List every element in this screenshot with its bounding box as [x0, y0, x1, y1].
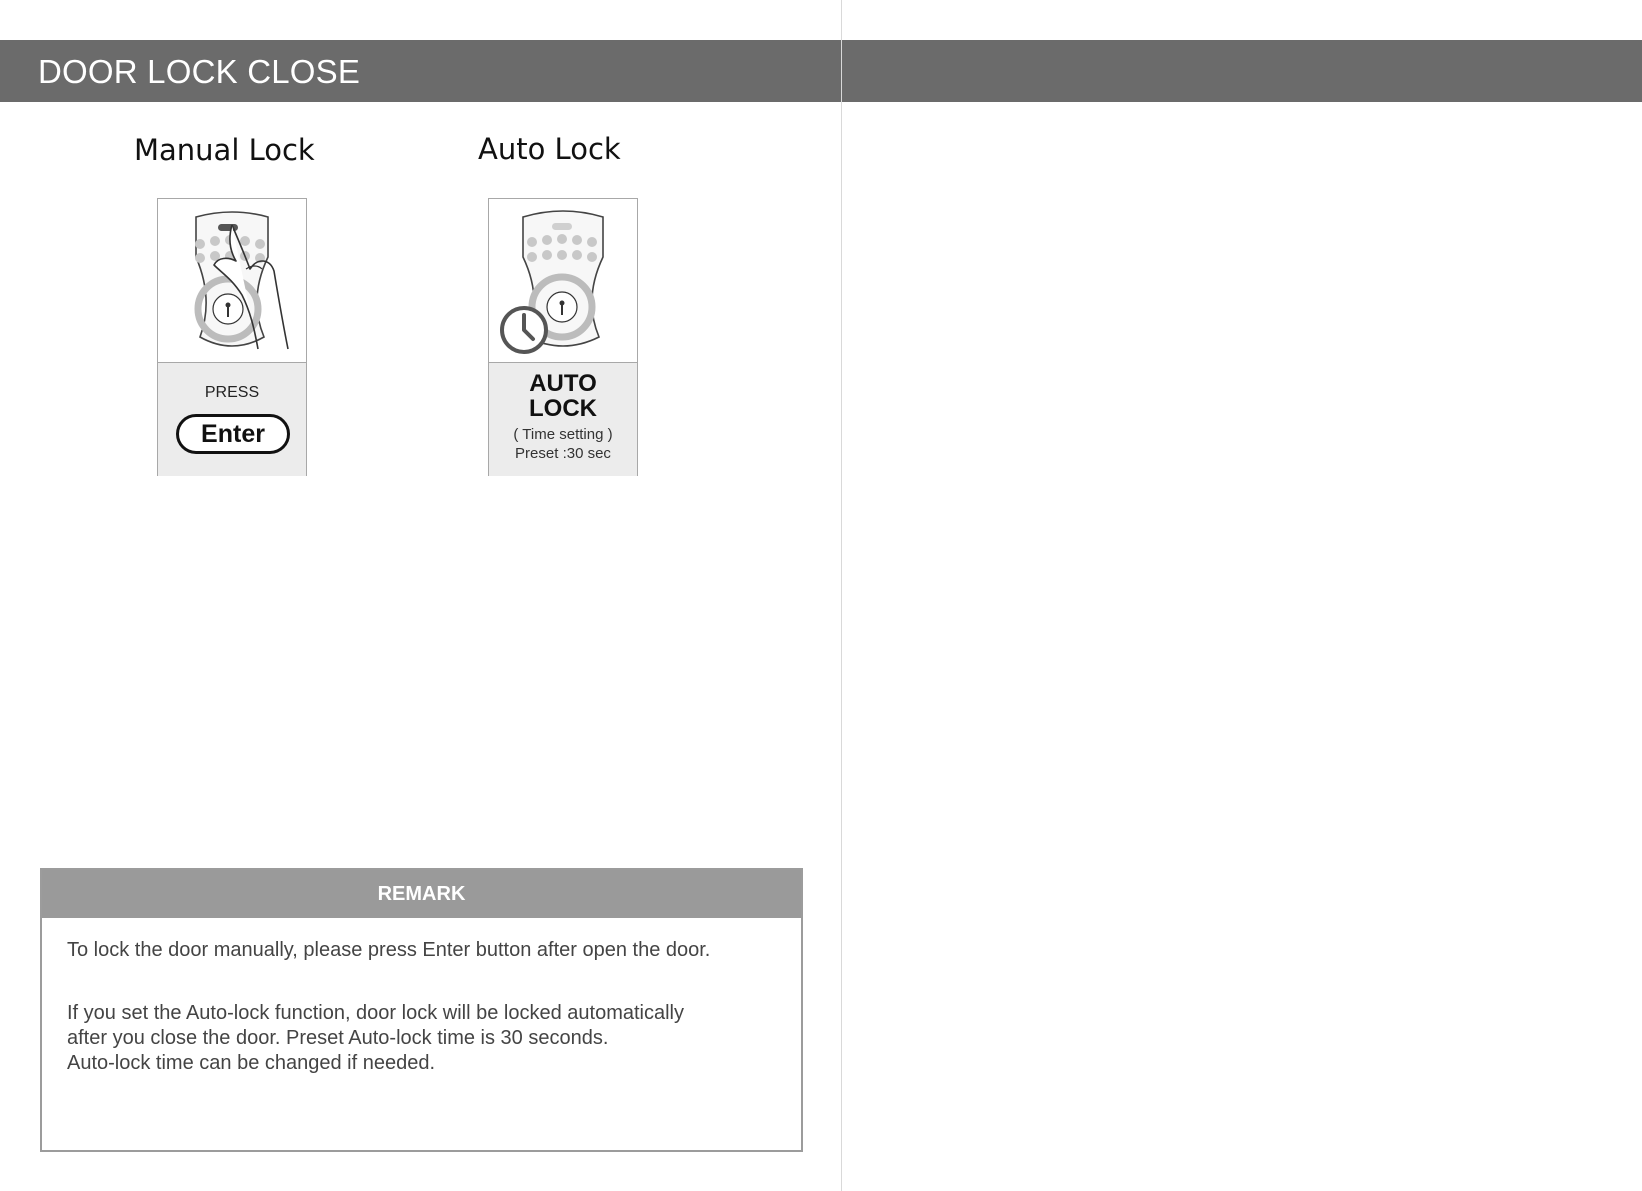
enter-button: Enter — [176, 414, 290, 454]
clock-icon — [489, 199, 637, 362]
remark-title: REMARK — [42, 870, 801, 918]
manual-lock-title: Manual Lock — [134, 133, 315, 167]
section-title: DOOR LOCK CLOSE — [38, 53, 361, 90]
remark-paragraph-1: To lock the door manually, please press Enter button after open the door. — [67, 939, 711, 961]
auto-lock-title: Auto Lock — [478, 132, 621, 166]
manual-lock-card — [157, 198, 307, 476]
hand-press-icon — [158, 199, 306, 362]
right-page-header — [842, 40, 1642, 102]
manual-lock-instruction — [158, 362, 306, 476]
auto-lock-time-info: ( Time setting ) Preset :30 sec — [513, 426, 613, 462]
remark-paragraph-2: If you set the Auto-lock function, door lock will be locked automatically after you close the door. Preset Auto-lock time is 30 seconds. Auto-lock time can be changed if needed. — [67, 1002, 684, 1074]
page-divider — [841, 0, 842, 1191]
remark-box — [40, 868, 803, 1152]
auto-lock-card — [488, 198, 638, 476]
section-header — [0, 40, 841, 102]
auto-lock-label: AUTO LOCK — [529, 370, 597, 422]
auto-lock-instruction — [489, 362, 637, 476]
press-label: PRESS — [204, 384, 260, 401]
